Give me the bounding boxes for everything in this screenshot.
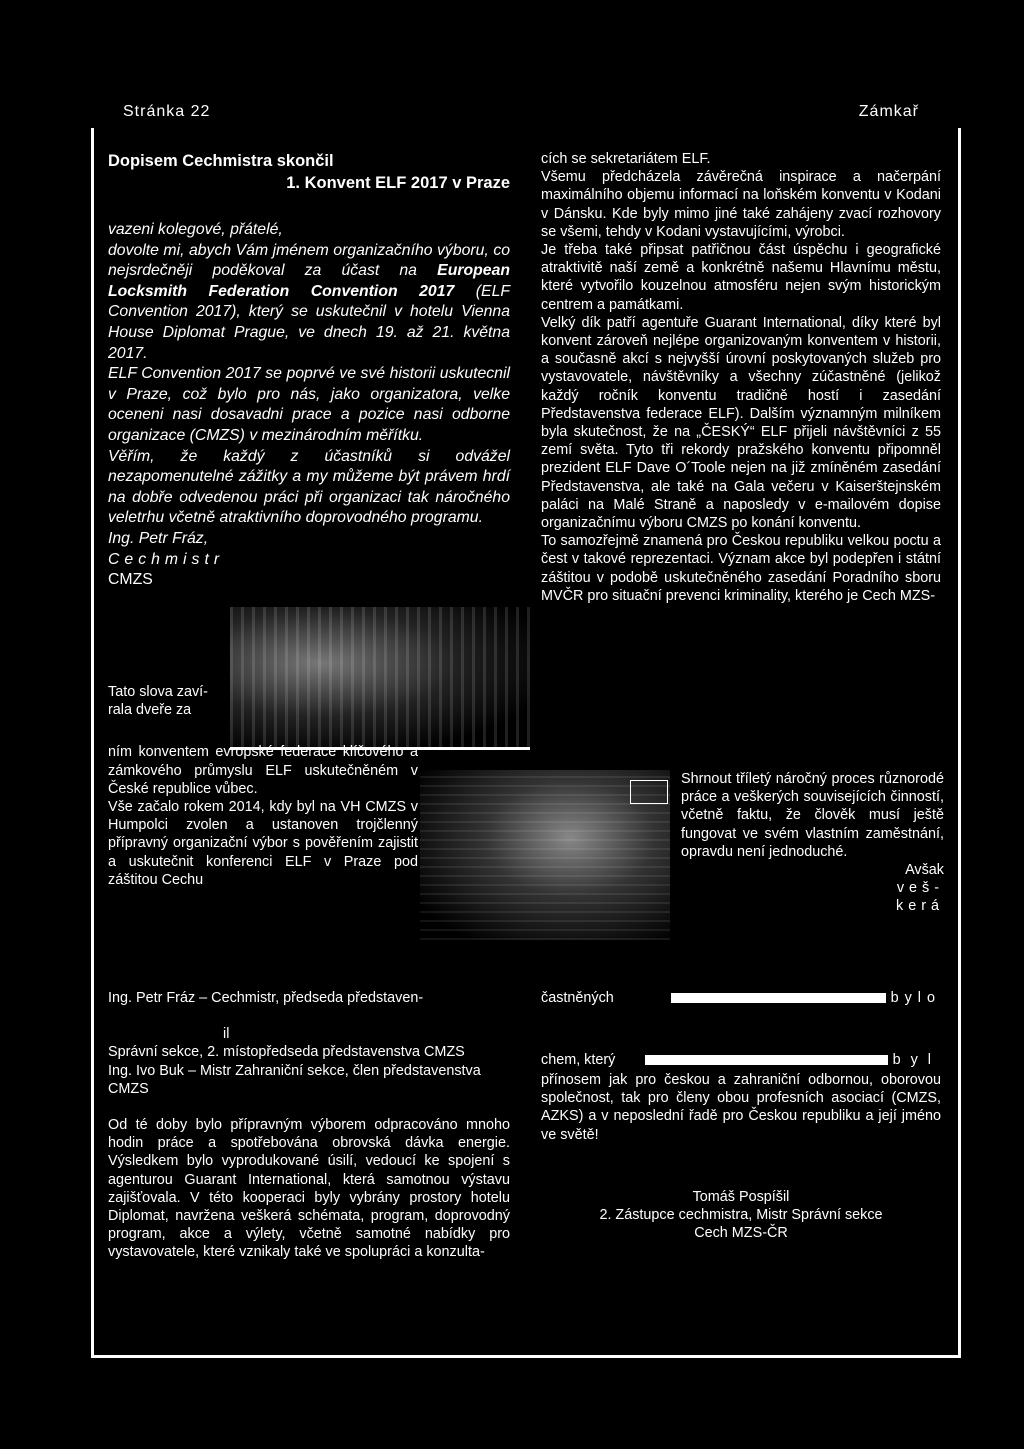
letter-para-3: Věřím, že každý z účastníků si odvážel nezapomenutelné zážitky a my můžeme být právem hrdí na dobře odvedenou práci při organizaci tak náročného veletrhu včetně atraktivního doprovodného programu.	[108, 447, 510, 527]
fragment-chem: chem, který	[541, 1052, 616, 1068]
bottom-border	[91, 1355, 961, 1358]
article-right-lower	[681, 770, 944, 916]
right-line-ves: veš-	[896, 880, 944, 897]
article-left-column	[108, 150, 510, 591]
author-org: Cech MZS-ČR	[694, 1225, 788, 1242]
redaction-bar-1	[671, 993, 886, 1003]
article-title: Dopisem Cechmistra skončil	[108, 152, 334, 170]
signature-title: Cechmistr	[108, 550, 225, 568]
letter-line-3: (ELF Convention 2017), který se uskutečnil v hotelu Vienna House Diplomat Prague, ve dnech 19. až 21. května 2017.	[108, 282, 510, 362]
redaction-bar-2	[645, 1055, 888, 1065]
right-border	[958, 128, 961, 1358]
right-para-2: Všemu předcházela závěrečná inspirace a načerpání maximálního objemu informací na loňském konventu v Kodani v Dánsku. Kde byly mimo jiné také zahájeny zvací rozhovory se všemi, tehdy v Kodani vystavujícími, výrobci.	[541, 169, 941, 240]
right-line-avsak: Avšak	[905, 862, 944, 879]
right-para-3: Je třeba také připsat patřičnou část úspěchu i geografické atraktivitě naší země a konkrétně našemu Hlavnímu městu, které vytvořilo kouzelnou atmosféru nejen svým historickým centrem a památkami.	[541, 242, 941, 313]
signature-name: Ing. Petr Fráz,	[108, 529, 209, 547]
letter-event-name: European Locksmith Federation Convention 2017	[108, 262, 511, 300]
body-para-2: Vše začalo rokem 2014, kdy byl na VH CMZS v Humpolci zvolen a ustanoven trojčlenný přípravný organizační výbor s pověřením zajistit a uskutečnit konferenci ELF v Praze pod záštitou Cechu	[108, 799, 418, 888]
fragment-castnenych: častněných	[541, 990, 614, 1006]
article-subtitle: 1. Konvent ELF 2017 v Praze	[286, 174, 510, 192]
fragment-bylo: bylo	[890, 990, 941, 1006]
author-role: 2. Zástupce cechmistra, Mistr Správní sekce	[599, 1207, 883, 1224]
section-name: Zámkař	[858, 103, 919, 120]
letter-greeting: vazeni kolegové, přátelé,	[108, 221, 283, 238]
page-number: Stránka 22	[123, 103, 211, 120]
intro-line-1: Tato slova zaví-	[108, 684, 208, 700]
committee-4: Ing. Ivo Buk – Mistr Zahraniční sekce, člen představenstva CMZS	[108, 1062, 481, 1097]
letter-line-1: dovolte mi, abych Vám jménem organizačního výboru, co nejsrdečněji poděkoval za účast na	[108, 241, 510, 280]
committee-3: Správní sekce, 2. místopředseda představenstva CMZS	[108, 1044, 465, 1061]
article-left-lower	[108, 683, 418, 889]
article-right-column	[541, 150, 941, 605]
right-para-6: Shrnout tříletý náročný proces různorodé práce a veškerých souvisejících činností, včetně faktu, že člověk musí ještě fungovat ve svém vlastním zaměstnání, opravdu není jednoduché.	[681, 771, 944, 860]
right-para-5: To samozřejmě znamená pro Českou republiku velkou poctu a čest v takové reprezentaci. Význam akce byl podepřen i státní záštitou v podobě uskutečněného zasedání Poradního sboru MVČR pro situační prevenci kriminality, kterého je Cech MZS-	[541, 533, 941, 604]
right-para-4: Velký dík patří agentuře Guarant International, díky které byl konvent zároveň nejlépe organizovaným konventem v historii, a současně akcí s nejvyšší úrovní poskytovaných služeb pro vystavovatele, návštěvníky a všechny zúčastněné (jelikož každý ročník konventu tradičně hostí i zasedání Představenstva federace ELF). Dalším významným milníkem byla skutečnost, že na „ČESKÝ“ ELF přijeli návštěvníci z 55 zemí světa. Tyto tři rekordy pražského konventu připomněl prezident ELF Dave O´Toole nejen na již zmíněném zasedání Představenstva, ale také na Gala večeru v Kaiserštejnském paláci na Malé Straně a naposledy v e-mailovém dopise organizačnímu výboru CMZS po konání konventu.	[541, 314, 941, 532]
right-line-kera: kerá	[896, 898, 944, 915]
intro-line-2: rala dveře za	[108, 702, 192, 719]
letter-para-2: ELF Convention 2017 se poprvé ve své historii uskutecnil v Praze, což bylo pro nás, jako organizatora, velke oceneni nasi dosavadni prace a pozice nasi odborne organizace (CMZS) v mezinárodním měřítku.	[108, 365, 510, 444]
committee-1: Ing. Petr Fráz – Cechmistr, předseda představen-	[108, 990, 424, 1006]
letter-para-1	[108, 241, 510, 365]
left-border	[91, 128, 94, 1358]
signature-org: CMZS	[108, 571, 153, 589]
committee-2: il	[223, 1026, 230, 1043]
body-para-3: Od té doby bylo přípravným výborem odpracováno mnoho hodin práce a spotřebována obrovská dávka energie. Výsledkem bylo vyprodukované úsilí, vedoucí ke spojení s agenturou Guarant International, která samotnou výstavu zajišťovala. V této kooperaci byly vybrány prostory hotelu Diplomat, navržena veškerá schémata, program, doprovodný program, akce a výlety, včetně samotné nabídky pro vystavovatele, které vznikaly také ve spolupráci a konzulta-	[108, 1117, 510, 1261]
fragment-byl: byl	[892, 1052, 941, 1068]
body-para-1: ním konventem evropské federace klíčového a zámkového průmyslu ELF uskutečněném v České republice vůbec.	[108, 744, 418, 797]
article-right-bottom	[541, 989, 941, 1242]
article-left-bottom	[108, 989, 510, 1262]
photo-frame	[630, 780, 668, 804]
right-para-1: cích se sekretariátem ELF.	[541, 151, 711, 167]
author-name: Tomáš Pospíšil	[692, 1188, 790, 1205]
right-para-9: přínosem jak pro českou a zahraniční odbornou, oborovou společnost, tak pro členy obou profesních asociací (CMZS, AZKS) a v neposlední řadě pro Českou republiku a její jméno ve světě!	[541, 1072, 941, 1143]
